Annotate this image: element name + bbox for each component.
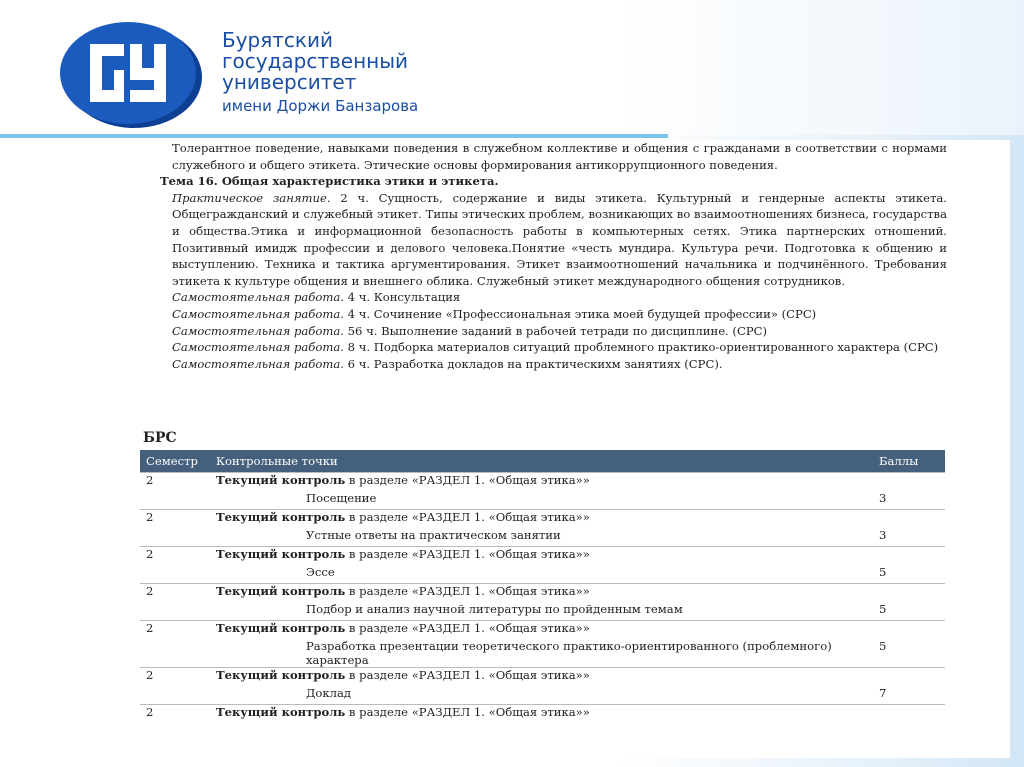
label: Самостоятельная работа. [172, 323, 344, 338]
control-rest: в разделе «РАЗДЕЛ 1. «Общая этика»» [345, 705, 590, 719]
semester: 2 [140, 705, 210, 724]
university-name [222, 30, 418, 115]
checkpoint: Доклад [306, 686, 352, 700]
uni-line: Бурятский [222, 28, 334, 52]
checkpoint: Устные ответы на практическом занятии [306, 528, 561, 542]
checkpoint: Подбор и анализ научной литературы по пройденным темам [306, 602, 683, 616]
control-label [210, 547, 873, 566]
col-score: Баллы [873, 450, 945, 473]
syllabus-text [160, 140, 947, 372]
logo-mark-icon [86, 40, 170, 106]
control-bold: Текущий контроль [216, 510, 346, 524]
table-row [140, 668, 945, 687]
self-work-item [172, 323, 947, 340]
uni-line: университет [222, 70, 357, 94]
self-work-item [172, 289, 947, 306]
checkpoint: Разработка презентации теоретического практико-ориентированного (проблемного) характера [306, 639, 832, 667]
control-label [210, 621, 873, 640]
control-bold: Текущий контроль [216, 473, 346, 487]
control-rest: в разделе «РАЗДЕЛ 1. «Общая этика»» [345, 668, 590, 682]
table-row [140, 510, 945, 529]
label: Практическое занятие. [172, 190, 331, 205]
control-label [210, 510, 873, 529]
control-bold: Текущий контроль [216, 705, 346, 719]
col-semester: Семестр [140, 450, 210, 473]
semester: 2 [140, 584, 210, 603]
control-bold: Текущий контроль [216, 547, 346, 561]
uni-line: имени Доржи Банзарова [222, 97, 419, 115]
score: 5 [879, 565, 887, 579]
text: 2 ч. Сущность, содержание и виды этикета. Культурный и гендерные аспекты этикета. Общегражданский и служебный этикет. Типы этических проблем, возникающих во взаимоотношениях бизнеса, государства и общества.Этика и информационной безопасность работы в компьютерных сетях. Этика партнерских отношений. Позитивный имидж профессии и делового человека.Понятие «честь мундира. Культура речи. Подготовка к общению и выступлению. Техника и тактика аргументирования. Этикет взаимоотношений начальника и подчинённого. Требования этикета к культуре общения и внешнего облика. Служебный этикет международного общения сотрудников. [172, 190, 947, 288]
label: Самостоятельная работа. [172, 356, 344, 371]
control-rest: в разделе «РАЗДЕЛ 1. «Общая этика»» [345, 621, 590, 635]
score: 5 [879, 602, 887, 616]
table-row [140, 584, 945, 603]
control-rest: в разделе «РАЗДЕЛ 1. «Общая этика»» [345, 473, 590, 487]
semester: 2 [140, 510, 210, 529]
brs-title: БРС [143, 430, 177, 446]
control-label [210, 668, 873, 687]
text: 6 ч. Разработка докладов на практическихм занятиях (СРС). [343, 356, 723, 371]
brs-table [140, 450, 945, 723]
table-row [140, 621, 945, 640]
control-label [210, 584, 873, 603]
control-rest: в разделе «РАЗДЕЛ 1. «Общая этика»» [345, 584, 590, 598]
control-bold: Текущий контроль [216, 584, 346, 598]
score: 5 [879, 639, 887, 653]
control-rest: в разделе «РАЗДЕЛ 1. «Общая этика»» [345, 547, 590, 561]
score: 7 [879, 686, 887, 700]
table-row [140, 528, 945, 547]
label: Самостоятельная работа. [172, 290, 344, 305]
self-work-item [172, 339, 947, 356]
control-rest: в разделе «РАЗДЕЛ 1. «Общая этика»» [345, 510, 590, 524]
semester: 2 [140, 621, 210, 640]
paragraph [172, 190, 947, 290]
topic-heading: Тема 16. Общая характеристика этики и этикета. [160, 174, 499, 189]
table-row [140, 473, 945, 492]
col-checkpoints: Контрольные точки [210, 450, 873, 473]
uni-line: государственный [222, 49, 409, 73]
text: 4 ч. Консультация [343, 290, 461, 305]
semester: 2 [140, 473, 210, 492]
table-row [140, 686, 945, 705]
control-label [210, 473, 873, 492]
self-work-item [172, 306, 947, 323]
divider [0, 134, 668, 138]
self-work-item [172, 356, 947, 373]
table-row [140, 602, 945, 621]
text: 4 ч. Сочинение «Профессиональная этика моей будущей профессии» (СРС) [343, 306, 817, 321]
checkpoint: Посещение [306, 491, 377, 505]
text: 8 ч. Подборка материалов ситуаций проблемного практико-ориентированного характера (СРС) [343, 340, 939, 355]
table-row [140, 547, 945, 566]
score: 3 [879, 528, 887, 542]
label: Самостоятельная работа. [172, 306, 344, 321]
semester: 2 [140, 668, 210, 687]
paragraph: Толерантное поведение, навыками поведения в служебном коллективе и общения с гражданами в соответствии с нормами служебного и общего этикета. Этические основы формирования антикоррупционного поведения. [172, 141, 947, 172]
control-label [210, 705, 873, 724]
label: Самостоятельная работа. [172, 340, 344, 355]
control-bold: Текущий контроль [216, 668, 346, 682]
table-row [140, 491, 945, 510]
table-row [140, 639, 945, 668]
text: 56 ч. Выполнение заданий в рабочей тетради по дисциплине. (СРС) [343, 323, 768, 338]
table-row [140, 565, 945, 584]
semester: 2 [140, 547, 210, 566]
checkpoint: Эссе [306, 565, 335, 579]
university-logo [60, 22, 196, 124]
table-row [140, 705, 945, 724]
score: 3 [879, 491, 887, 505]
control-bold: Текущий контроль [216, 621, 346, 635]
